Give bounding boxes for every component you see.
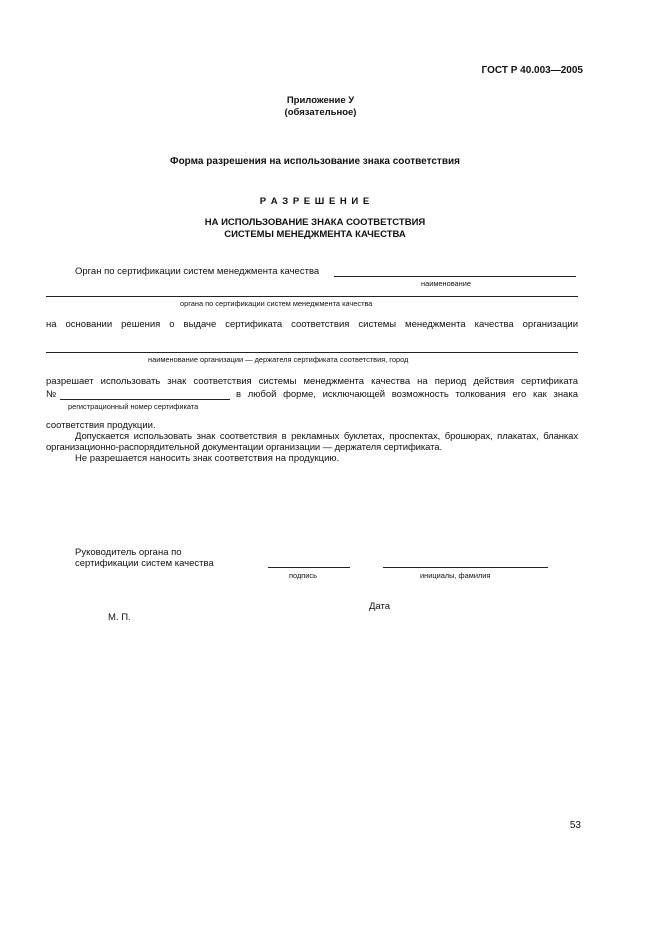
permits-text: разрешает использовать знак соответствия системы менеджмента качества на период действия сертификата [46,376,578,387]
date-label: Дата [369,601,391,612]
holder-line [46,352,578,353]
allowed-text-2: организационно-распорядительной документации организации — держателя сертификата. [46,442,442,453]
regnum-line [60,399,230,400]
products-text: соответствия продукции. [46,420,156,431]
standard-code: ГОСТ Р 40.003—2005 [481,65,583,76]
hint-signature: подпись [289,571,317,580]
head-label-1: Руководитель органа по [75,547,182,558]
initials-line [383,567,548,568]
hint-regnum: регистрационный номер сертификата [68,402,199,411]
document-subtitle-1: НА ИСПОЛЬЗОВАНИЕ ЗНАКА СООТВЕТСТВИЯ [204,217,426,228]
organ-name-line [334,276,576,277]
allowed-text-1: Допускается использовать знак соответствия в рекламных буклетах, проспектах, брошюрах, плакатах, бланках [75,431,578,442]
organ-label: Орган по сертификации систем менеджмента качества [75,266,320,277]
document-title: Р А З Р Е Ш Е Н И Е [259,196,371,207]
signature-line [268,567,350,568]
not-allowed-text: Не разрешается наносить знак соответствия на продукцию. [75,453,340,464]
hint-initials: инициалы, фамилия [420,571,491,580]
organ-full-line [46,296,578,297]
hint-holder: наименование организации — держателя сертификата соответствия, город [148,355,409,364]
hint-name: наименование [421,279,471,288]
number-sign: № [46,389,57,400]
head-label-2: сертификации систем качества [75,558,214,569]
hint-organ: органа по сертификации систем менеджмента качества [180,299,373,308]
form-title: Форма разрешения на использование знака соответствия [170,156,460,167]
seal-label: М. П. [108,612,131,623]
page-number: 53 [569,820,581,831]
basis-text: на основании решения о выдаче сертификата соответствия системы менеджмента качества организации [46,319,578,330]
appendix-title: Приложение У [286,95,355,106]
document-subtitle-2: СИСТЕМЫ МЕНЕДЖМЕНТА КАЧЕСТВА [224,229,406,240]
appendix-note: (обязательное) [284,107,357,118]
any-form-text: в любой форме, исключающей возможность толкования его как знака [236,389,578,400]
